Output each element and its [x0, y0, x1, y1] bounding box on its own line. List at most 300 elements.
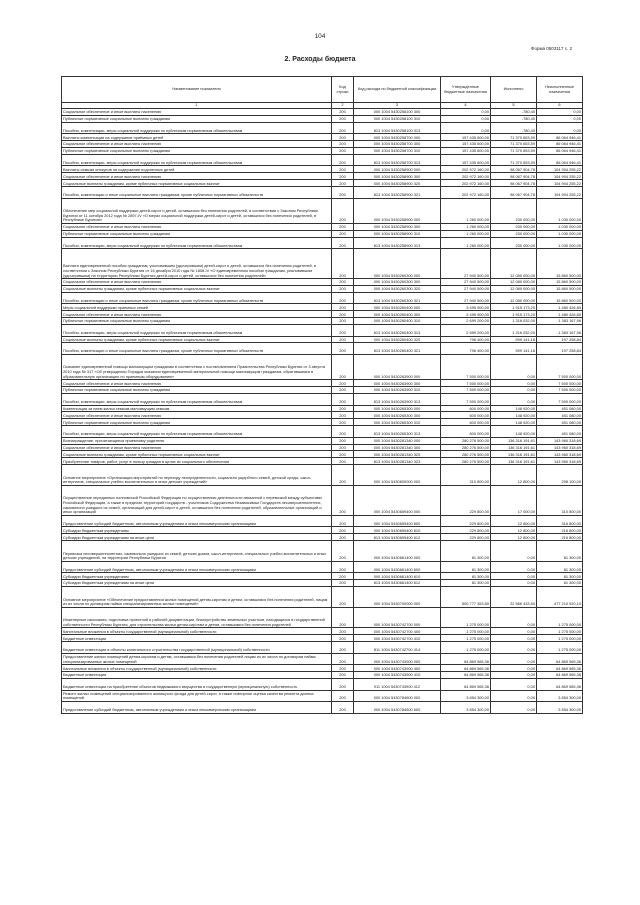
- row-approved: 1 275 000,00: [441, 607, 491, 628]
- row-approved: 3 495 900,00: [441, 311, 491, 318]
- row-classification-code: 000 1004 5430742700 410: [354, 635, 441, 642]
- table-row: [62, 311, 583, 318]
- row-approved: 1 260 000,00: [441, 230, 491, 237]
- row-name: Выплаты семьям опекунов на содержание подопечных детей: [62, 166, 332, 173]
- row-executed: 1 316 032,00: [491, 318, 537, 325]
- row-executed: 12 080 000,00: [491, 279, 537, 286]
- row-classification-code: 000 1004 5430742700 400: [354, 628, 441, 635]
- row-approved: 81 300,00: [441, 561, 491, 573]
- row-approved: 500 777 353,80: [441, 587, 491, 608]
- row-approved: 1 260 000,00: [441, 237, 491, 249]
- row-line-code: 200: [332, 109, 354, 116]
- row-approved: 157 435 600,00: [441, 141, 491, 148]
- row-unexecuted: 81 300,00: [537, 573, 583, 580]
- row-unexecuted: 1 030 000,00: [537, 198, 583, 223]
- row-name: Капитальные вложения в объекты государственной (муниципальной) собственности: [62, 628, 332, 635]
- row-name: Публичные нормативные социальные выплаты гражданам: [62, 387, 332, 394]
- row-approved: 600 000,00: [441, 426, 491, 438]
- row-line-code: 200: [332, 426, 354, 438]
- row-classification-code: 000 1004 5430265300 000: [354, 405, 441, 412]
- row-unexecuted: 64 869 565,36: [537, 653, 583, 665]
- row-name: Пособия, компенсации, меры социальной поддержки по публичным нормативным обязательствам: [62, 325, 332, 337]
- row-name: Оказание единовременной помощи малоимущим гражданам в соответствии с постановлением Правительства Республики Бурятия от 3 августа 2010 года № 317 «Об утверждении Порядка оказания единовременной материальной помощи малоимущим гражданам, обратившимся в образовательную организацию по приемным оборудованию»: [62, 354, 332, 379]
- row-approved: 1 260 000,00: [441, 223, 491, 230]
- table-row: [62, 237, 583, 249]
- row-name: Социальные выплаты гражданам, кроме публичных нормативных социальных выплат: [62, 180, 332, 187]
- table-row: [62, 580, 583, 587]
- row-line-code: 200: [332, 148, 354, 155]
- table-row: [62, 285, 583, 292]
- row-name: Социальное обеспечение и иные выплаты населению: [62, 444, 332, 451]
- row-executed: 98 067 904,78: [491, 173, 537, 180]
- row-classification-code: 000 1004 5430260400 320: [354, 336, 441, 343]
- row-line-code: 200: [332, 541, 354, 562]
- row-classification-code: 000 1004 5430784600 000: [354, 690, 441, 702]
- row-name: Инженерные изыскания, подготовка проектной и рабочей документации, благоустройство земельных участков, находящихся в государственной собственности Республики Бурятия, для строительства жилья детям-сиротам и детям, оставшимся без попечения родителей: [62, 607, 332, 628]
- row-classification-code: 000 1004 5430281340 300: [354, 444, 441, 451]
- row-approved: 280 276 500,00: [441, 437, 491, 444]
- row-approved: 3 854 300,00: [441, 690, 491, 702]
- row-approved: 1 275 000,00: [441, 628, 491, 635]
- row-line-code: 200: [332, 458, 354, 465]
- row-executed: 148 920,00: [491, 412, 537, 419]
- row-line-code: 200: [332, 587, 354, 608]
- row-unexecuted: 1 275 000,00: [537, 607, 583, 628]
- row-unexecuted: 0,00: [537, 122, 583, 134]
- page-number: 104: [314, 33, 326, 40]
- row-line-code: 200: [332, 304, 354, 311]
- row-executed: 230 000,00: [491, 230, 537, 237]
- table-row: [62, 642, 583, 654]
- row-unexecuted: 316 800,00: [537, 515, 583, 527]
- table-row: [62, 690, 583, 702]
- row-approved: 81 300,00: [441, 573, 491, 580]
- row-name: Социальное обеспечение и иные выплаты населению: [62, 109, 332, 116]
- table-row: [62, 223, 583, 230]
- row-unexecuted: 3 854 300,00: [537, 702, 583, 714]
- row-executed: 0,00: [491, 690, 537, 702]
- row-approved: 229 800,00: [441, 527, 491, 534]
- row-classification-code: 813 1004 5430260300 321: [354, 292, 441, 304]
- table-row: [62, 419, 583, 426]
- row-approved: 27 940 500,00: [441, 249, 491, 279]
- table-row: [62, 198, 583, 223]
- header-name: Наименование показателя: [62, 77, 332, 103]
- row-unexecuted: 1 275 000,00: [537, 635, 583, 642]
- row-line-code: 200: [332, 249, 354, 279]
- row-unexecuted: 64 869 565,36: [537, 672, 583, 679]
- row-approved: 280 276 500,00: [441, 444, 491, 451]
- row-executed: 12 080 000,00: [491, 292, 537, 304]
- row-line-code: 200: [332, 292, 354, 304]
- row-line-code: 200: [332, 187, 354, 199]
- row-line-code: 200: [332, 412, 354, 419]
- row-name: Пособия, компенсации, меры социальной поддержки по публичным нормативным обязательствам: [62, 122, 332, 134]
- row-name: Перевозка несовершеннолетних, самовольно ушедших из семей, детских домов, школ-интернатов, специальных учебно-воспитательных и иных детских учреждений, на территории Республики Бурятия: [62, 541, 332, 562]
- row-name: Капитальные вложения в объекты государственной (муниципальной) собственности: [62, 665, 332, 672]
- row-approved: 229 800,00: [441, 485, 491, 515]
- row-unexecuted: 104 904 255,22: [537, 187, 583, 199]
- row-name: Бюджетные инвестиции на приобретение объектов недвижимого имущества в государственную (муниципальную) собственность: [62, 679, 332, 691]
- row-executed: 0,00: [491, 665, 537, 672]
- table-row: [62, 230, 583, 237]
- table-row: [62, 679, 583, 691]
- row-executed: 17 000,00: [491, 485, 537, 515]
- row-name: Публичные нормативные социальные выплаты гражданам: [62, 230, 332, 237]
- row-executed: 0,00: [491, 607, 537, 628]
- row-approved: 157 435 600,00: [441, 154, 491, 166]
- table-row: [62, 527, 583, 534]
- row-classification-code: 000 1004 5430260400 000: [354, 304, 441, 311]
- row-unexecuted: 1 383 167,96: [537, 325, 583, 337]
- row-executed: -780,40: [491, 109, 537, 116]
- row-approved: 1 260 000,00: [441, 198, 491, 223]
- expenses-table: [61, 76, 583, 714]
- row-line-code: 200: [332, 437, 354, 444]
- row-classification-code: 000 1004 5430281340 320: [354, 451, 441, 458]
- row-classification-code: 000 1004 5430263900 310: [354, 387, 441, 394]
- row-name: Предоставление жилых помещений детям-сиротам и детям, оставшимся без попечения родителей лицам из их числа по договорам найма специализированных жилых помещений: [62, 653, 332, 665]
- row-approved: 2 699 200,00: [441, 318, 491, 325]
- row-line-code: 200: [332, 279, 354, 286]
- row-classification-code: 813 1004 5430260400 321: [354, 343, 441, 355]
- row-classification-code: 000 1004 5430743900 400: [354, 665, 441, 672]
- row-executed: 0,00: [491, 628, 537, 635]
- table-row: [62, 387, 583, 394]
- row-line-code: 200: [332, 311, 354, 318]
- row-classification-code: 813 1004 5430258100 313: [354, 122, 441, 134]
- table-row: [62, 394, 583, 406]
- row-unexecuted: 81 300,00: [537, 561, 583, 573]
- row-classification-code: 000 1004 5430743900 000: [354, 653, 441, 665]
- header-line-code: Код строки: [332, 77, 354, 103]
- row-approved: 202 972 160,00: [441, 173, 491, 180]
- row-executed: 0,00: [491, 541, 537, 562]
- row-line-code: 200: [332, 580, 354, 587]
- row-line-code: 200: [332, 394, 354, 406]
- row-classification-code: 911 1004 5430743900 412: [354, 679, 441, 691]
- row-executed: 148 920,00: [491, 419, 537, 426]
- row-name: Компенсация за наем жилья семьям малоимущим семьям: [62, 405, 332, 412]
- row-classification-code: 813 1004 5430661400 612: [354, 580, 441, 587]
- row-approved: 202 972 160,00: [441, 187, 491, 199]
- row-name: Социальное обеспечение и иные выплаты населению: [62, 173, 332, 180]
- row-line-code: 200: [332, 653, 354, 665]
- row-approved: 796 400,00: [441, 343, 491, 355]
- table-row: [62, 343, 583, 355]
- row-classification-code: 000 1004 5430661400 600: [354, 561, 441, 573]
- row-line-code: 200: [332, 485, 354, 515]
- row-classification-code: 813 1004 5430258900 321: [354, 187, 441, 199]
- row-approved: 280 276 500,00: [441, 451, 491, 458]
- row-name: Вознаграждение, причитающееся приемному родителю: [62, 437, 332, 444]
- row-unexecuted: 81 300,00: [537, 541, 583, 562]
- table-row: [62, 180, 583, 187]
- row-unexecuted: 216 800,00: [537, 534, 583, 541]
- row-line-code: 200: [332, 635, 354, 642]
- table-row: [62, 249, 583, 279]
- row-name: Социальное обеспечение и иные выплаты населению: [62, 223, 332, 230]
- row-classification-code: 000 1004 5430659400 600: [354, 515, 441, 527]
- table-row: [62, 405, 583, 412]
- row-name: Пособия, компенсации, меры социальной поддержки по публичным нормативным обязательствам: [62, 237, 332, 249]
- row-name: Публичные нормативные социальные выплаты гражданам: [62, 318, 332, 325]
- row-approved: 229 800,00: [441, 515, 491, 527]
- row-classification-code: 000 1004 5430258900 320: [354, 180, 441, 187]
- row-unexecuted: 197 258,84: [537, 343, 583, 355]
- row-classification-code: 813 1004 5430265300 313: [354, 426, 441, 438]
- row-line-code: 200: [332, 444, 354, 451]
- row-unexecuted: 15 860 500,00: [537, 285, 583, 292]
- row-classification-code: 000 1004 5430742700 000: [354, 607, 441, 628]
- row-executed: -780,40: [491, 122, 537, 134]
- row-name: Субсидии бюджетным учреждениям: [62, 573, 332, 580]
- row-executed: 599 141,16: [491, 343, 537, 355]
- row-classification-code: 813 1004 5430258900 313: [354, 237, 441, 249]
- row-unexecuted: 0,00: [537, 109, 583, 116]
- row-classification-code: 000 1004 5430258900 300: [354, 223, 441, 230]
- row-name: Субсидии бюджетным учреждениям на иные цели: [62, 534, 332, 541]
- table-row: [62, 587, 583, 608]
- row-unexecuted: 3 854 300,00: [537, 690, 583, 702]
- row-unexecuted: 298 100,00: [537, 465, 583, 486]
- row-name: Бюджетные инвестиции: [62, 672, 332, 679]
- row-name: Предоставление субсидий бюджетным, автономным учреждениям и иным некоммерческим организациям: [62, 702, 332, 714]
- row-approved: 64 869 565,36: [441, 653, 491, 665]
- row-unexecuted: 197 258,84: [537, 336, 583, 343]
- row-unexecuted: 104 904 255,22: [537, 173, 583, 180]
- row-approved: 1 275 000,00: [441, 635, 491, 642]
- row-unexecuted: 1 480 426,80: [537, 311, 583, 318]
- header-unexecuted: Неисполненные назначения: [537, 77, 583, 103]
- row-classification-code: 000 1004 5430258900 000: [354, 166, 441, 173]
- row-name: Публичные нормативные социальные выплаты гражданам: [62, 115, 332, 122]
- row-unexecuted: 451 080,00: [537, 419, 583, 426]
- row-line-code: 200: [332, 628, 354, 635]
- row-line-code: 200: [332, 230, 354, 237]
- row-approved: 600 000,00: [441, 419, 491, 426]
- row-executed: 71 370 653,59: [491, 154, 537, 166]
- row-name: Осуществление переданных полномочий Российской Федерации по осуществлению деятельности связанной с перевозкой между субъектами Российской Федерации, а также в пределах территорий государств - участников Содружества Независимых Государств несовершеннолетних, самовольно ушедших из семей, организаций для детей-сирот и детей, оставшихся без попечения родителей, образовательных организаций и иных организаций: [62, 485, 332, 515]
- row-unexecuted: 86 064 946,41: [537, 154, 583, 166]
- table-row: [62, 141, 583, 148]
- row-line-code: 200: [332, 336, 354, 343]
- row-executed: 136 316 191,61: [491, 458, 537, 465]
- row-name: Социальное обеспечение и иные выплаты населению: [62, 141, 332, 148]
- row-executed: 136 316 191,61: [491, 451, 537, 458]
- row-executed: 1 915 173,20: [491, 304, 537, 311]
- row-name: Бюджетные инвестиции в объекты капитального строительства государственной (муниципальной) собственности: [62, 642, 332, 654]
- table-row: [62, 672, 583, 679]
- row-classification-code: 000 1004 5430661400 610: [354, 573, 441, 580]
- row-approved: 81 300,00: [441, 580, 491, 587]
- row-executed: 12 800,00: [491, 515, 537, 527]
- row-approved: 7 500 000,00: [441, 380, 491, 387]
- row-approved: 157 435 600,00: [441, 134, 491, 141]
- row-name: Пособия, компенсации, меры социальной поддержки по публичным нормативным обязательствам: [62, 394, 332, 406]
- header-classification-code: Код расхода по бюджетной классификации: [354, 77, 441, 103]
- table-row: [62, 628, 583, 635]
- row-name: Социальные выплаты гражданам, кроме публичных нормативных социальных выплат: [62, 451, 332, 458]
- row-name: Выплаты компенсации на содержание приёмных детей: [62, 134, 332, 141]
- row-approved: 600 000,00: [441, 412, 491, 419]
- row-name: Пособия, компенсации, меры социальной поддержки по публичным нормативным обязательствам: [62, 154, 332, 166]
- row-classification-code: 000 1004 5430260400 310: [354, 318, 441, 325]
- row-unexecuted: 216 800,00: [537, 527, 583, 534]
- row-unexecuted: 86 064 946,41: [537, 134, 583, 141]
- row-name: Обеспечение мер социальной поддержки детей-сирот и детей, оставшихся без попечения родителей, в соответствии с Законом Республики Бурятия от 11 октября 2012 года № 2897-IV «О мерах социальной поддержки детей-сирот и детей, оставшихся без попечения родителей, в Республике Бурятия»: [62, 198, 332, 223]
- row-approved: 81 300,00: [441, 541, 491, 562]
- row-name: Социальное обеспечение и иные выплаты населению: [62, 412, 332, 419]
- row-classification-code: 813 1004 5430281340 323: [354, 458, 441, 465]
- row-classification-code: 000 1004 5430265300 300: [354, 412, 441, 419]
- row-approved: 64 869 565,36: [441, 672, 491, 679]
- row-name: Социальные выплаты гражданам, кроме публичных нормативных социальных выплат: [62, 285, 332, 292]
- table-row: [62, 426, 583, 438]
- row-line-code: 200: [332, 166, 354, 173]
- row-line-code: 200: [332, 318, 354, 325]
- row-line-code: 200: [332, 325, 354, 337]
- table-row: [62, 304, 583, 311]
- row-line-code: 200: [332, 198, 354, 223]
- row-approved: 27 940 500,00: [441, 285, 491, 292]
- table-row: [62, 444, 583, 451]
- row-classification-code: 813 1004 5430258700 313: [354, 154, 441, 166]
- row-line-code: 200: [332, 465, 354, 486]
- column-number: 6: [537, 103, 583, 109]
- row-classification-code: 000 1004 5430260300 300: [354, 279, 441, 286]
- row-unexecuted: 477 210 920,10: [537, 587, 583, 608]
- row-unexecuted: 86 064 946,41: [537, 141, 583, 148]
- row-executed: 22 566 433,50: [491, 587, 537, 608]
- table-row: [62, 148, 583, 155]
- row-approved: 600 000,00: [441, 405, 491, 412]
- row-classification-code: 000 1004 5430263900 300: [354, 380, 441, 387]
- row-unexecuted: 15 860 500,00: [537, 292, 583, 304]
- table-row: [62, 412, 583, 419]
- row-approved: 2 699 200,00: [441, 325, 491, 337]
- row-approved: 64 869 565,36: [441, 665, 491, 672]
- row-unexecuted: 104 904 255,22: [537, 166, 583, 173]
- row-unexecuted: 64 869 565,36: [537, 679, 583, 691]
- row-executed: 230 000,00: [491, 223, 537, 230]
- row-classification-code: 000 1004 5430258900 300: [354, 173, 441, 180]
- column-number: 2: [332, 103, 354, 109]
- row-line-code: 200: [332, 285, 354, 292]
- row-name: Пособия, компенсации и иные социальные выплаты гражданам, кроме публичных нормативных обязательств: [62, 292, 332, 304]
- row-name: Социальные выплаты гражданам, кроме публичных нормативных социальных выплат: [62, 336, 332, 343]
- table-row: [62, 607, 583, 628]
- row-name: Ремонт жилых помещений специализированного жилищного фонда для детей-сирот, а также повторное оценка качества ремонта данных помещений: [62, 690, 332, 702]
- row-unexecuted: 310 800,00: [537, 485, 583, 515]
- row-unexecuted: 1 383 167,96: [537, 318, 583, 325]
- row-executed: 0,00: [491, 679, 537, 691]
- row-name: Основное мероприятие «Обеспечение предоставления жилых помещений детям-сиротам и детям, оставшимся без попечения родителей, лицам из их числа по договорам найма специализированных жилых помещений»: [62, 587, 332, 608]
- row-unexecuted: 143 960 318,69: [537, 458, 583, 465]
- row-line-code: 200: [332, 380, 354, 387]
- row-name: Публичные нормативные социальные выплаты гражданам: [62, 419, 332, 426]
- row-unexecuted: 451 080,00: [537, 405, 583, 412]
- row-unexecuted: 143 960 318,69: [537, 437, 583, 444]
- row-executed: 0,00: [491, 380, 537, 387]
- row-executed: 12 800,00: [491, 534, 537, 541]
- row-executed: 71 370 653,59: [491, 148, 537, 155]
- row-classification-code: 000 1004 5430258700 300: [354, 141, 441, 148]
- row-line-code: 200: [332, 515, 354, 527]
- row-line-code: 200: [332, 642, 354, 654]
- row-executed: 0,00: [491, 702, 537, 714]
- row-classification-code: 813 1004 5430263900 313: [354, 394, 441, 406]
- row-classification-code: 000 1004 5430700000 000: [354, 587, 441, 608]
- row-approved: 27 940 500,00: [441, 279, 491, 286]
- table-row: [62, 336, 583, 343]
- row-approved: 157 435 600,00: [441, 148, 491, 155]
- table-row: [62, 380, 583, 387]
- row-classification-code: 000 1004 5430659400 610: [354, 527, 441, 534]
- table-row: [62, 325, 583, 337]
- row-name: Пособия, компенсации, меры социальной поддержки по публичным нормативным обязательствам: [62, 426, 332, 438]
- row-classification-code: 000 1004 5430265300 310: [354, 419, 441, 426]
- row-name: Субсидии бюджетным учреждениям на иные цели: [62, 580, 332, 587]
- row-approved: 7 500 000,00: [441, 387, 491, 394]
- column-number: 4: [441, 103, 491, 109]
- table-row: [62, 166, 583, 173]
- row-unexecuted: 1 030 000,00: [537, 230, 583, 237]
- row-unexecuted: 1 030 000,00: [537, 237, 583, 249]
- table-row: [62, 154, 583, 166]
- row-executed: 1 316 032,00: [491, 325, 537, 337]
- row-name: Социальное обеспечение и иные выплаты населению: [62, 279, 332, 286]
- row-unexecuted: 15 860 500,00: [537, 249, 583, 279]
- row-line-code: 200: [332, 534, 354, 541]
- table-row: [62, 187, 583, 199]
- row-unexecuted: 81 300,00: [537, 580, 583, 587]
- row-executed: 12 800,00: [491, 527, 537, 534]
- row-name: Предоставление субсидий бюджетным, автономным учреждениям и иным некоммерческим организациям: [62, 515, 332, 527]
- row-classification-code: 813 1004 5430260400 313: [354, 325, 441, 337]
- row-executed: 0,00: [491, 354, 537, 379]
- row-name: Социальное обеспечение и иные выплаты населению: [62, 380, 332, 387]
- table-row: [62, 279, 583, 286]
- row-executed: 0,00: [491, 561, 537, 573]
- table-row: [62, 292, 583, 304]
- row-unexecuted: 1 275 000,00: [537, 628, 583, 635]
- row-executed: 0,00: [491, 672, 537, 679]
- row-classification-code: 000 1004 5430659400 000: [354, 485, 441, 515]
- column-number: 5: [491, 103, 537, 109]
- header-executed: Исполнено: [491, 77, 537, 103]
- row-unexecuted: 7 500 000,00: [537, 387, 583, 394]
- row-unexecuted: 86 064 946,41: [537, 148, 583, 155]
- row-unexecuted: 7 500 000,00: [537, 354, 583, 379]
- row-unexecuted: 451 080,00: [537, 426, 583, 438]
- row-line-code: 200: [332, 134, 354, 141]
- table-row: [62, 485, 583, 515]
- row-line-code: 200: [332, 419, 354, 426]
- row-classification-code: 000 1004 5430258100 310: [354, 115, 441, 122]
- table-row: [62, 465, 583, 486]
- row-classification-code: 811 1004 5430742700 414: [354, 642, 441, 654]
- row-classification-code: 000 1004 5430258700 310: [354, 148, 441, 155]
- row-executed: 98 067 904,78: [491, 187, 537, 199]
- table-row: [62, 665, 583, 672]
- table-row: [62, 173, 583, 180]
- page-title: 2. Расходы бюджета: [284, 56, 356, 63]
- row-approved: 3 495 900,00: [441, 304, 491, 311]
- row-line-code: 200: [332, 343, 354, 355]
- row-line-code: 200: [332, 405, 354, 412]
- row-name: Приобретение товаров, работ, услуг в пользу граждан в целях их социального обеспечения: [62, 458, 332, 465]
